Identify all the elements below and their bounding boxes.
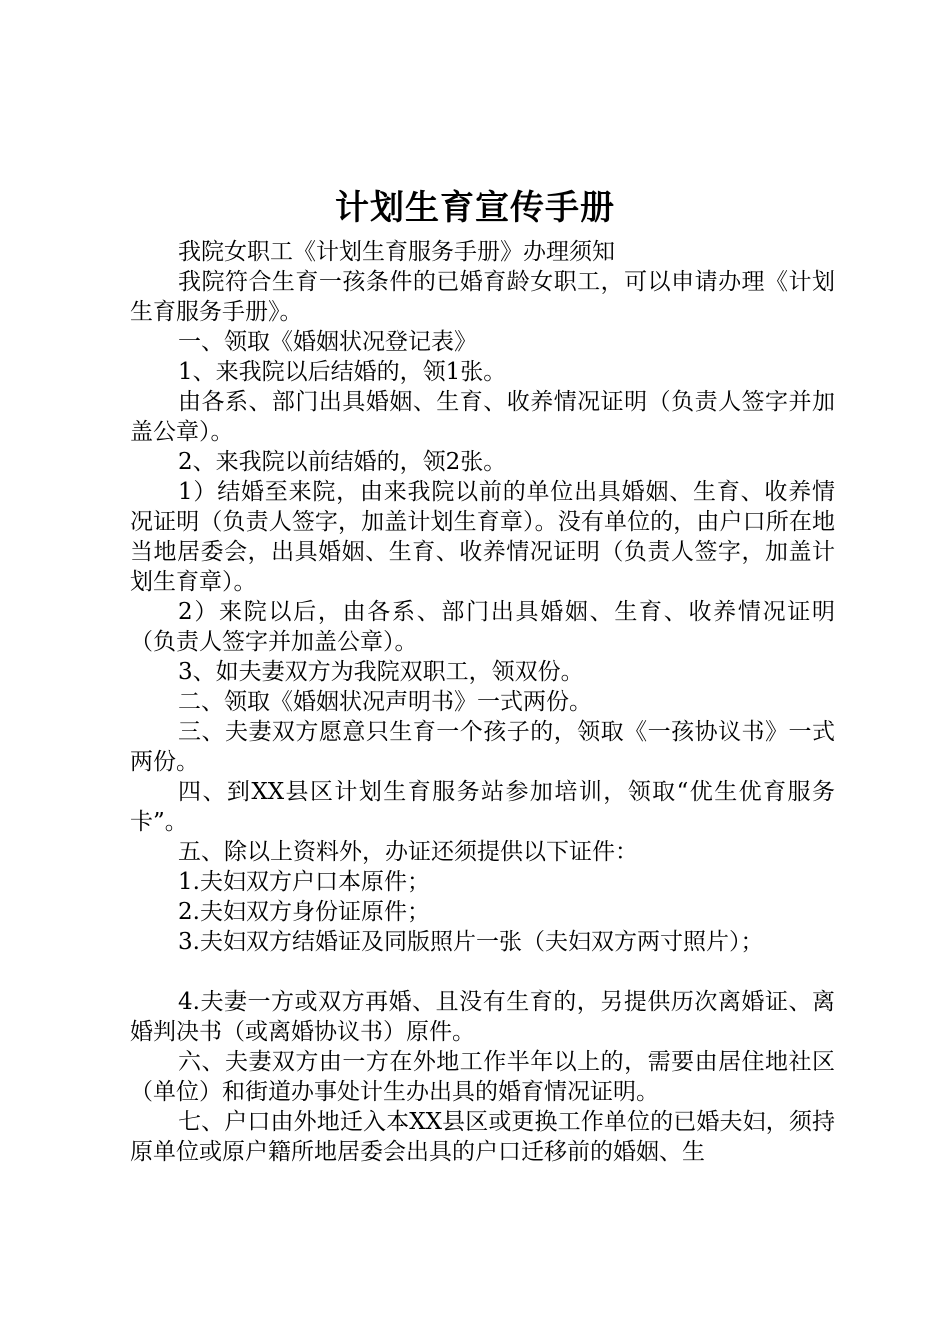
paragraph-section-7: 七、户口由外地迁入本XX县区或更换工作单位的已婚夫妇，须持原单位或原户籍所地居委会出具的户口迁移前的婚姻、生 bbox=[130, 1109, 835, 1165]
paragraph-item-3: 3、如夫妻双方为我院双职工，领双份。 bbox=[178, 659, 584, 685]
paragraph-item-2-sub-2: 2）来院以后，由各系、部门出具婚姻、生育、收养情况证明（负责人签字并加盖公章）。 bbox=[130, 599, 835, 655]
paragraph-item-2: 2、来我院以前结婚的，领2张。 bbox=[178, 449, 507, 475]
paragraph-document-1: 1.夫妇双方户口本原件； bbox=[178, 869, 430, 895]
document-body bbox=[130, 237, 835, 1167]
paragraph-section-4: 四、到XX县区计划生育服务站参加培训，领取“优生优育服务卡”。 bbox=[130, 779, 835, 835]
paragraph-eligibility: 我院符合生育一孩条件的已婚育龄女职工，可以申请办理《计划生育服务手册》。 bbox=[130, 269, 835, 325]
paragraph-section-2: 二、领取《婚姻状况声明书》一式两份。 bbox=[178, 689, 592, 715]
document-title: 计划生育宣传手册 bbox=[335, 188, 615, 228]
paragraph-section-5: 五、除以上资料外，办证还须提供以下证件： bbox=[178, 839, 638, 865]
paragraph-item-2-sub-1: 1）结婚至来院，由来我院以前的单位出具婚姻、生育、收养情况证明（负责人签字，加盖计划生育章）。没有单位的，由户口所在地当地居委会，出具婚姻、生育、收养情况证明（负责人签字，加盖计划生育章）。 bbox=[130, 479, 835, 595]
paragraph-document-3: 3.夫妇双方结婚证及同版照片一张（夫妇双方两寸照片）； bbox=[178, 929, 764, 955]
paragraph-section-6: 六、夫妻双方由一方在外地工作半年以上的，需要由居住地社区（单位）和街道办事处计生办出具的婚育情况证明。 bbox=[130, 1049, 835, 1105]
paragraph-document-2: 2.夫妇双方身份证原件； bbox=[178, 899, 430, 925]
paragraph-document-4: 4.夫妻一方或双方再婚、且没有生育的，另提供历次离婚证、离婚判决书（或离婚协议书）原件。 bbox=[130, 989, 835, 1045]
paragraph-notice-heading: 我院女职工《计划生育服务手册》办理须知 bbox=[178, 239, 615, 265]
paragraph-item-1: 1、来我院以后结婚的，领1张。 bbox=[178, 359, 507, 385]
paragraph-item-1-detail: 由各系、部门出具婚姻、生育、收养情况证明（负责人签字并加盖公章）。 bbox=[130, 389, 835, 445]
paragraph-section-3: 三、夫妻双方愿意只生育一个孩子的，领取《一孩协议书》一式两份。 bbox=[130, 719, 835, 775]
paragraph-section-1: 一、领取《婚姻状况登记表》 bbox=[178, 329, 477, 355]
